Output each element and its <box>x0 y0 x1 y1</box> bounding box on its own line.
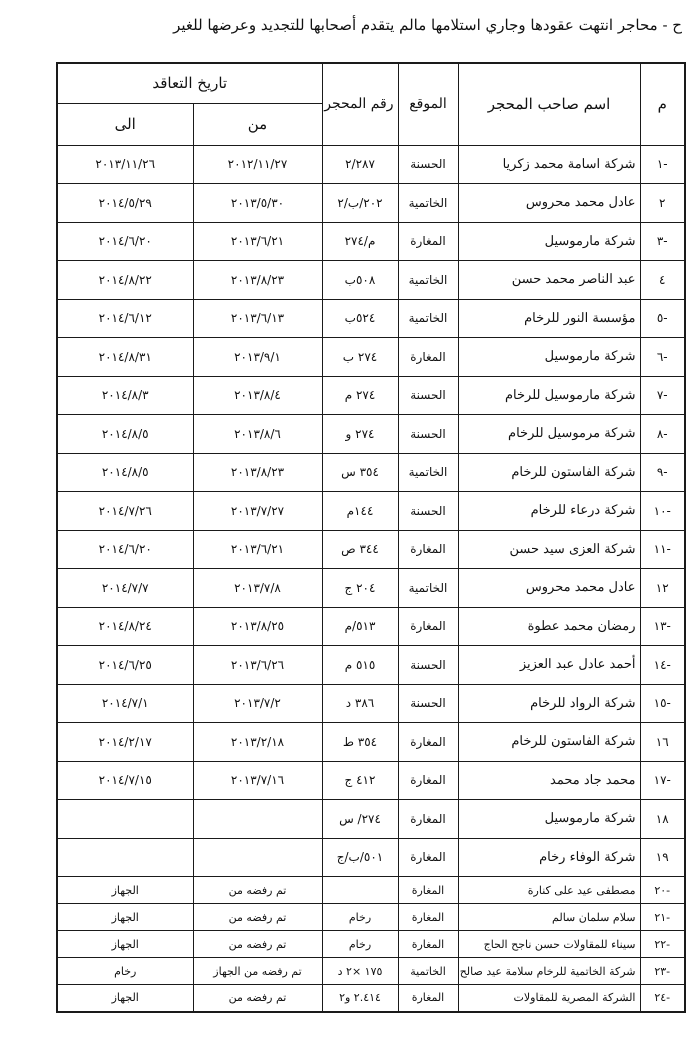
cell-num: -١٤ <box>640 646 685 685</box>
table-row <box>57 877 685 904</box>
cell-quarry-no: ٤١٢ ج <box>322 761 398 800</box>
table-row <box>57 931 685 958</box>
cell-owner: سيناء للمقاولات حسن ناجح الحاج <box>458 931 640 958</box>
cell-owner: سلام سلمان سالم <box>458 904 640 931</box>
cell-num: -٦ <box>640 338 685 377</box>
cell-from: ٢٠١٣/٥/٣٠ <box>193 184 322 223</box>
cell-to: ٢٠١٤/٧/٧ <box>57 569 193 608</box>
cell-from <box>193 800 322 839</box>
cell-owner: عبد الناصر محمد حسن <box>458 261 640 300</box>
cell-num: -٢٠ <box>640 877 685 904</box>
cell-num: ١٦ <box>640 723 685 762</box>
cell-location: الحسنة <box>398 646 458 685</box>
cell-num: -٨ <box>640 415 685 454</box>
cell-to: الجهاز <box>57 931 193 958</box>
cell-quarry-no: ٢٧٤ و <box>322 415 398 454</box>
table-row <box>57 376 685 415</box>
cell-num: -٧ <box>640 376 685 415</box>
cell-owner: عادل محمد محروس <box>458 569 640 608</box>
table-body <box>57 145 685 1012</box>
cell-from: ٢٠١٣/٧/١٦ <box>193 761 322 800</box>
header-from: من <box>193 103 322 145</box>
table-row <box>57 184 685 223</box>
cell-owner: شركة الفاستون للرخام <box>458 453 640 492</box>
cell-location: المغارة <box>398 222 458 261</box>
cell-num: -٢٣ <box>640 958 685 985</box>
cell-to: ٢٠١٤/٦/١٢ <box>57 299 193 338</box>
cell-num: -٥ <box>640 299 685 338</box>
cell-quarry-no: ٢٧٤ م <box>322 376 398 415</box>
cell-num: -٢٢ <box>640 931 685 958</box>
cell-location: الخاتمية <box>398 958 458 985</box>
cell-num: ١٢ <box>640 569 685 608</box>
cell-quarry-no: م/٢٧٤ <box>322 222 398 261</box>
table-row <box>57 530 685 569</box>
cell-location: المغارة <box>398 761 458 800</box>
cell-from: ٢٠١٣/٦/٢١ <box>193 530 322 569</box>
cell-num: ٤ <box>640 261 685 300</box>
cell-location: المغارة <box>398 723 458 762</box>
cell-to: ٢٠١٤/٦/٢٥ <box>57 646 193 685</box>
cell-to: الجهاز <box>57 877 193 904</box>
cell-quarry-no: ٣٥٤ ط <box>322 723 398 762</box>
cell-quarry-no: ١٤٤م <box>322 492 398 531</box>
cell-location: الحسنة <box>398 376 458 415</box>
table-row <box>57 492 685 531</box>
cell-owner: شركة مرموسيل للرخام <box>458 415 640 454</box>
cell-quarry-no: ٣٤٤ ص <box>322 530 398 569</box>
cell-location: الخاتمية <box>398 453 458 492</box>
table-row <box>57 985 685 1012</box>
cell-from: ٢٠١٣/٧/٢ <box>193 684 322 723</box>
table-row <box>57 761 685 800</box>
table-row <box>57 684 685 723</box>
table-row <box>57 838 685 877</box>
table-row <box>57 145 685 184</box>
cell-from: ٢٠١٣/٦/٢٦ <box>193 646 322 685</box>
cell-to: ٢٠١٣/١١/٢٦ <box>57 145 193 184</box>
cell-num: -٩ <box>640 453 685 492</box>
cell-to: ٢٠١٤/٥/٢٩ <box>57 184 193 223</box>
cell-to: ٢٠١٤/٨/٥ <box>57 415 193 454</box>
cell-owner: شركة درعاء للرخام <box>458 492 640 531</box>
cell-owner: شركة الفاستون للرخام <box>458 723 640 762</box>
cell-num: -١١ <box>640 530 685 569</box>
cell-owner: شركة الوفاء رخام <box>458 838 640 877</box>
table-row <box>57 723 685 762</box>
cell-quarry-no: ٢/٢٨٧ <box>322 145 398 184</box>
cell-quarry-no: ٢٧٤/ س <box>322 800 398 839</box>
cell-to: ٢٠١٤/٨/٣ <box>57 376 193 415</box>
cell-location: المغارة <box>398 904 458 931</box>
table-row <box>57 800 685 839</box>
cell-from <box>193 838 322 877</box>
cell-num: -١٠ <box>640 492 685 531</box>
table-row <box>57 958 685 985</box>
cell-owner: شركة مارموسيل <box>458 338 640 377</box>
cell-from: ٢٠١٢/١١/٢٧ <box>193 145 322 184</box>
table-row <box>57 415 685 454</box>
cell-from: ٢٠١٣/٨/٢٣ <box>193 261 322 300</box>
cell-from: ٢٠١٣/٨/٦ <box>193 415 322 454</box>
header-quarry-no: رقم المحجر <box>322 63 398 145</box>
cell-location: المغارة <box>398 838 458 877</box>
cell-to: ٢٠١٤/٨/٢٢ <box>57 261 193 300</box>
cell-to: الجهاز <box>57 904 193 931</box>
cell-location: الخاتمية <box>398 261 458 300</box>
header-contract-date: تاريخ التعاقد <box>57 63 322 103</box>
cell-location: المغارة <box>398 985 458 1012</box>
cell-quarry-no: ٥٢٤ب <box>322 299 398 338</box>
cell-location: المغارة <box>398 877 458 904</box>
cell-num: -١ <box>640 145 685 184</box>
cell-from: ٢٠١٣/٨/٢٥ <box>193 607 322 646</box>
cell-to: ٢٠١٤/٨/٥ <box>57 453 193 492</box>
cell-num: -١٣ <box>640 607 685 646</box>
header-location: الموقع <box>398 63 458 145</box>
cell-location: الخاتمية <box>398 569 458 608</box>
cell-quarry-no: رخام <box>322 904 398 931</box>
table-row <box>57 569 685 608</box>
cell-quarry-no: ٥٠١/ب/ج <box>322 838 398 877</box>
cell-to <box>57 838 193 877</box>
cell-owner: الشركة المصرية للمقاولات <box>458 985 640 1012</box>
cell-location: المغارة <box>398 338 458 377</box>
cell-owner: شركة مارموسيل <box>458 222 640 261</box>
cell-to: رخام <box>57 958 193 985</box>
cell-from: ٢٠١٣/٦/٢١ <box>193 222 322 261</box>
cell-quarry-no: ٣٨٦ د <box>322 684 398 723</box>
cell-to <box>57 800 193 839</box>
cell-location: الحسنة <box>398 492 458 531</box>
cell-to: ٢٠١٤/٨/٢٤ <box>57 607 193 646</box>
quarries-table <box>56 62 686 1013</box>
cell-from: تم رفضه من الجهاز <box>193 958 322 985</box>
table-row <box>57 453 685 492</box>
cell-from: ٢٠١٣/٦/١٣ <box>193 299 322 338</box>
cell-owner: شركة مارموسيل <box>458 800 640 839</box>
cell-from: تم رفضه من <box>193 985 322 1012</box>
cell-owner: رمضان محمد عطوة <box>458 607 640 646</box>
cell-quarry-no <box>322 877 398 904</box>
cell-from: ٢٠١٣/٧/٨ <box>193 569 322 608</box>
cell-location: الخاتمية <box>398 184 458 223</box>
cell-to: ٢٠١٤/٦/٢٠ <box>57 530 193 569</box>
table-row <box>57 299 685 338</box>
header-to: الى <box>57 103 193 145</box>
table-row <box>57 646 685 685</box>
cell-quarry-no: رخام <box>322 931 398 958</box>
cell-quarry-no: ٥١٥ م <box>322 646 398 685</box>
cell-num: ١٩ <box>640 838 685 877</box>
table-row <box>57 607 685 646</box>
cell-quarry-no: ٣٥٤ س <box>322 453 398 492</box>
cell-location: الحسنة <box>398 684 458 723</box>
cell-owner: عادل محمد محروس <box>458 184 640 223</box>
cell-owner: شركة العزى سيد حسن <box>458 530 640 569</box>
cell-owner: أحمد عادل عبد العزيز <box>458 646 640 685</box>
cell-owner: محمد جاد محمد <box>458 761 640 800</box>
cell-location: الحسنة <box>398 415 458 454</box>
cell-num: -١٧ <box>640 761 685 800</box>
table-row <box>57 222 685 261</box>
cell-quarry-no: ١٧٥ ×٢ د <box>322 958 398 985</box>
header-num: م <box>640 63 685 145</box>
cell-quarry-no: ٢٠٢/ب/٢ <box>322 184 398 223</box>
cell-from: تم رفضه من <box>193 877 322 904</box>
cell-num: -٢١ <box>640 904 685 931</box>
cell-quarry-no: ٢.٤١٤ و٢ <box>322 985 398 1012</box>
cell-location: المغارة <box>398 800 458 839</box>
cell-quarry-no: ٥٠٨ب <box>322 261 398 300</box>
cell-location: المغارة <box>398 530 458 569</box>
cell-to: ٢٠١٤/٧/١٥ <box>57 761 193 800</box>
cell-to: ٢٠١٤/٨/٣١ <box>57 338 193 377</box>
cell-owner: مصطفى عيد على كنارة <box>458 877 640 904</box>
cell-num: ١٨ <box>640 800 685 839</box>
cell-num: -٢٤ <box>640 985 685 1012</box>
cell-num: -١٥ <box>640 684 685 723</box>
cell-from: ٢٠١٣/٧/٢٧ <box>193 492 322 531</box>
document-heading: ح - محاجر انتهت عقودها وجاري استلامها مالم يتقدم أصحابها للتجديد وعرضها للغير <box>173 16 682 34</box>
cell-to: ٢٠١٤/٦/٢٠ <box>57 222 193 261</box>
cell-owner: شركة الخاتمية للرخام سلامة عيد صالح <box>458 958 640 985</box>
cell-quarry-no: ٢٧٤ ب <box>322 338 398 377</box>
header-owner: اسم صاحب المحجر <box>458 63 640 145</box>
cell-quarry-no: ٢٠٤ ج <box>322 569 398 608</box>
cell-location: الخاتمية <box>398 299 458 338</box>
cell-location: المغارة <box>398 607 458 646</box>
cell-owner: شركة الرواد للرخام <box>458 684 640 723</box>
cell-num: ٢ <box>640 184 685 223</box>
table-row <box>57 338 685 377</box>
cell-from: تم رفضه من <box>193 931 322 958</box>
cell-from: تم رفضه من <box>193 904 322 931</box>
cell-location: الحسنة <box>398 145 458 184</box>
cell-owner: مؤسسة النور للرخام <box>458 299 640 338</box>
table-row <box>57 904 685 931</box>
cell-quarry-no: ٥١٣/م <box>322 607 398 646</box>
cell-owner: شركة اسامة محمد زكريا <box>458 145 640 184</box>
cell-from: ٢٠١٣/٨/٤ <box>193 376 322 415</box>
cell-from: ٢٠١٣/٢/١٨ <box>193 723 322 762</box>
cell-from: ٢٠١٣/٩/١ <box>193 338 322 377</box>
table-row <box>57 261 685 300</box>
cell-location: المغارة <box>398 931 458 958</box>
cell-num: -٣ <box>640 222 685 261</box>
cell-to: ٢٠١٤/٧/٢٦ <box>57 492 193 531</box>
cell-to: ٢٠١٤/٧/١ <box>57 684 193 723</box>
cell-from: ٢٠١٣/٨/٢٣ <box>193 453 322 492</box>
cell-to: ٢٠١٤/٢/١٧ <box>57 723 193 762</box>
cell-owner: شركة مارموسيل للرخام <box>458 376 640 415</box>
cell-to: الجهاز <box>57 985 193 1012</box>
